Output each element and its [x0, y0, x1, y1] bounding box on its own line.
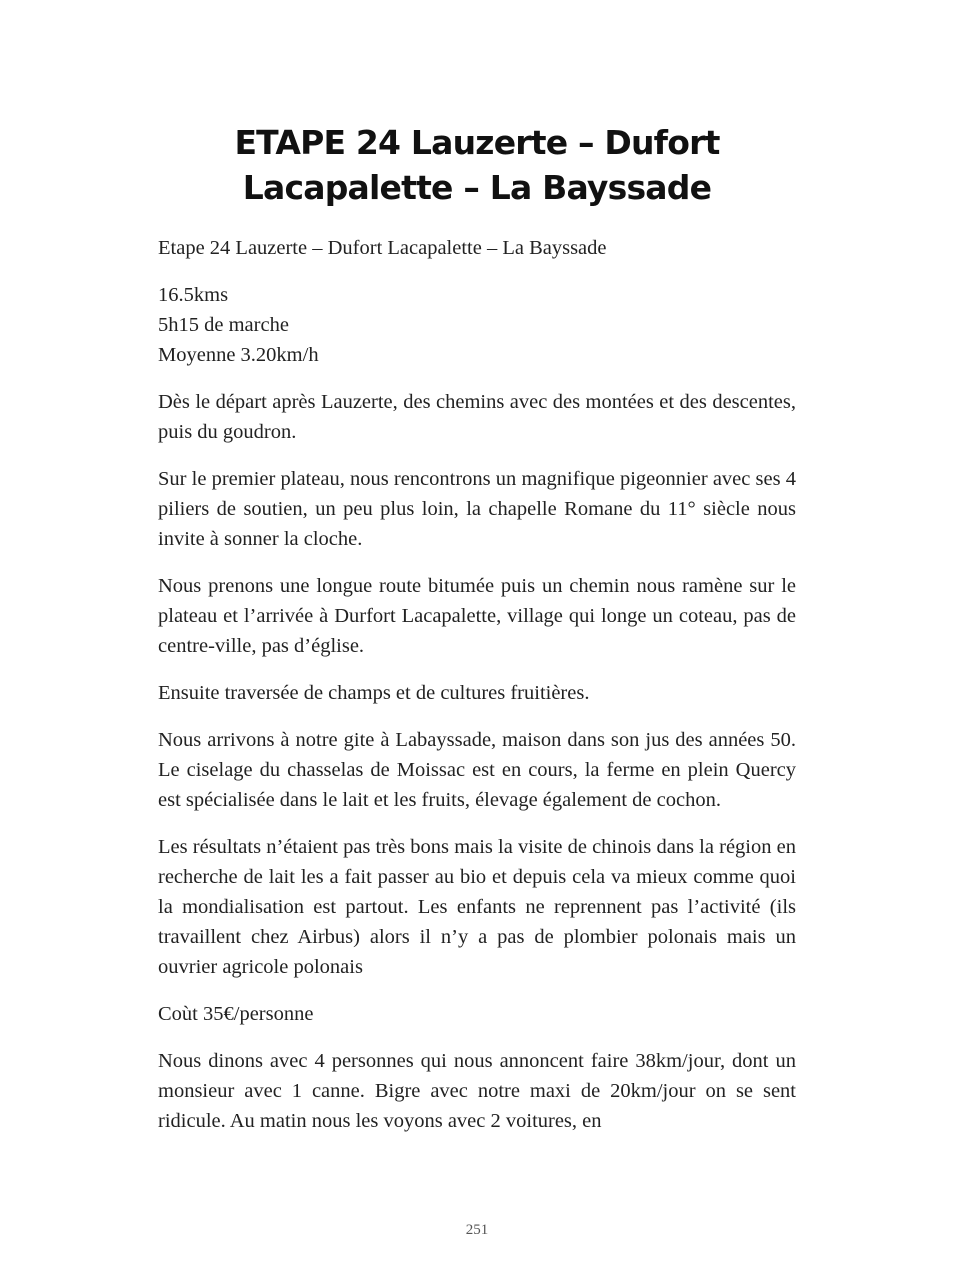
stat-average: Moyenne 3.20km/h — [158, 344, 319, 366]
stat-distance: 16.5kms — [158, 284, 229, 306]
paragraph: Les résultats n’étaient pas très bons mais la visite de chinois dans la région en recherche de lait les a fait passer au bio et depuis cela va mieux comme quoi la mondialisation est partout. Les enfants ne reprennent pas l’activité (ils travaillent chez Airbus) alors il n’y a pas de plombier polonais mais un ouvrier agricole polonais — [158, 836, 796, 978]
paragraph: Dès le départ après Lauzerte, des chemins avec des montées et des descentes, puis du goudron. — [158, 391, 796, 443]
page-title-line-2: Lacapalette – La Bayssade — [242, 168, 712, 207]
document-body — [158, 233, 796, 1153]
paragraph: Nous dinons avec 4 personnes qui nous annoncent faire 38km/jour, dont un monsieur avec 1 canne. Bigre avec notre maxi de 20km/jour on se sent ridicule. Au matin nous les voyons avec 2 voitures, en — [158, 1050, 796, 1132]
subtitle: Etape 24 Lauzerte – Dufort Lacapalette – La Bayssade — [158, 237, 607, 259]
paragraph: Nous arrivons à notre gite à Labayssade, maison dans son jus des années 50. Le ciselage du chasselas de Moissac est en cours, la ferme en plein Quercy est spécialisée dans le lait et les fruits, élevage également de cochon. — [158, 729, 796, 811]
stat-duration: 5h15 de marche — [158, 314, 289, 336]
paragraph: Nous prenons une longue route bitumée puis un chemin nous ramène sur le plateau et l’arrivée à Durfort Lacapalette, village qui longe un coteau, pas de centre-ville, pas d’église. — [158, 575, 796, 657]
stage-stats — [158, 280, 796, 370]
paragraph: Coùt 35€/personne — [158, 1003, 314, 1025]
paragraph: Ensuite traversée de champs et de cultures fruitières. — [158, 682, 590, 704]
page-title — [158, 120, 796, 210]
paragraph: Sur le premier plateau, nous rencontrons un magnifique pigeonnier avec ses 4 piliers de soutien, un peu plus loin, la chapelle Romane du 11° siècle nous invite à sonner la cloche. — [158, 468, 796, 550]
page-number: 251 — [465, 1222, 489, 1238]
page-title-line-1: ETAPE 24 Lauzerte – Dufort — [234, 123, 720, 162]
